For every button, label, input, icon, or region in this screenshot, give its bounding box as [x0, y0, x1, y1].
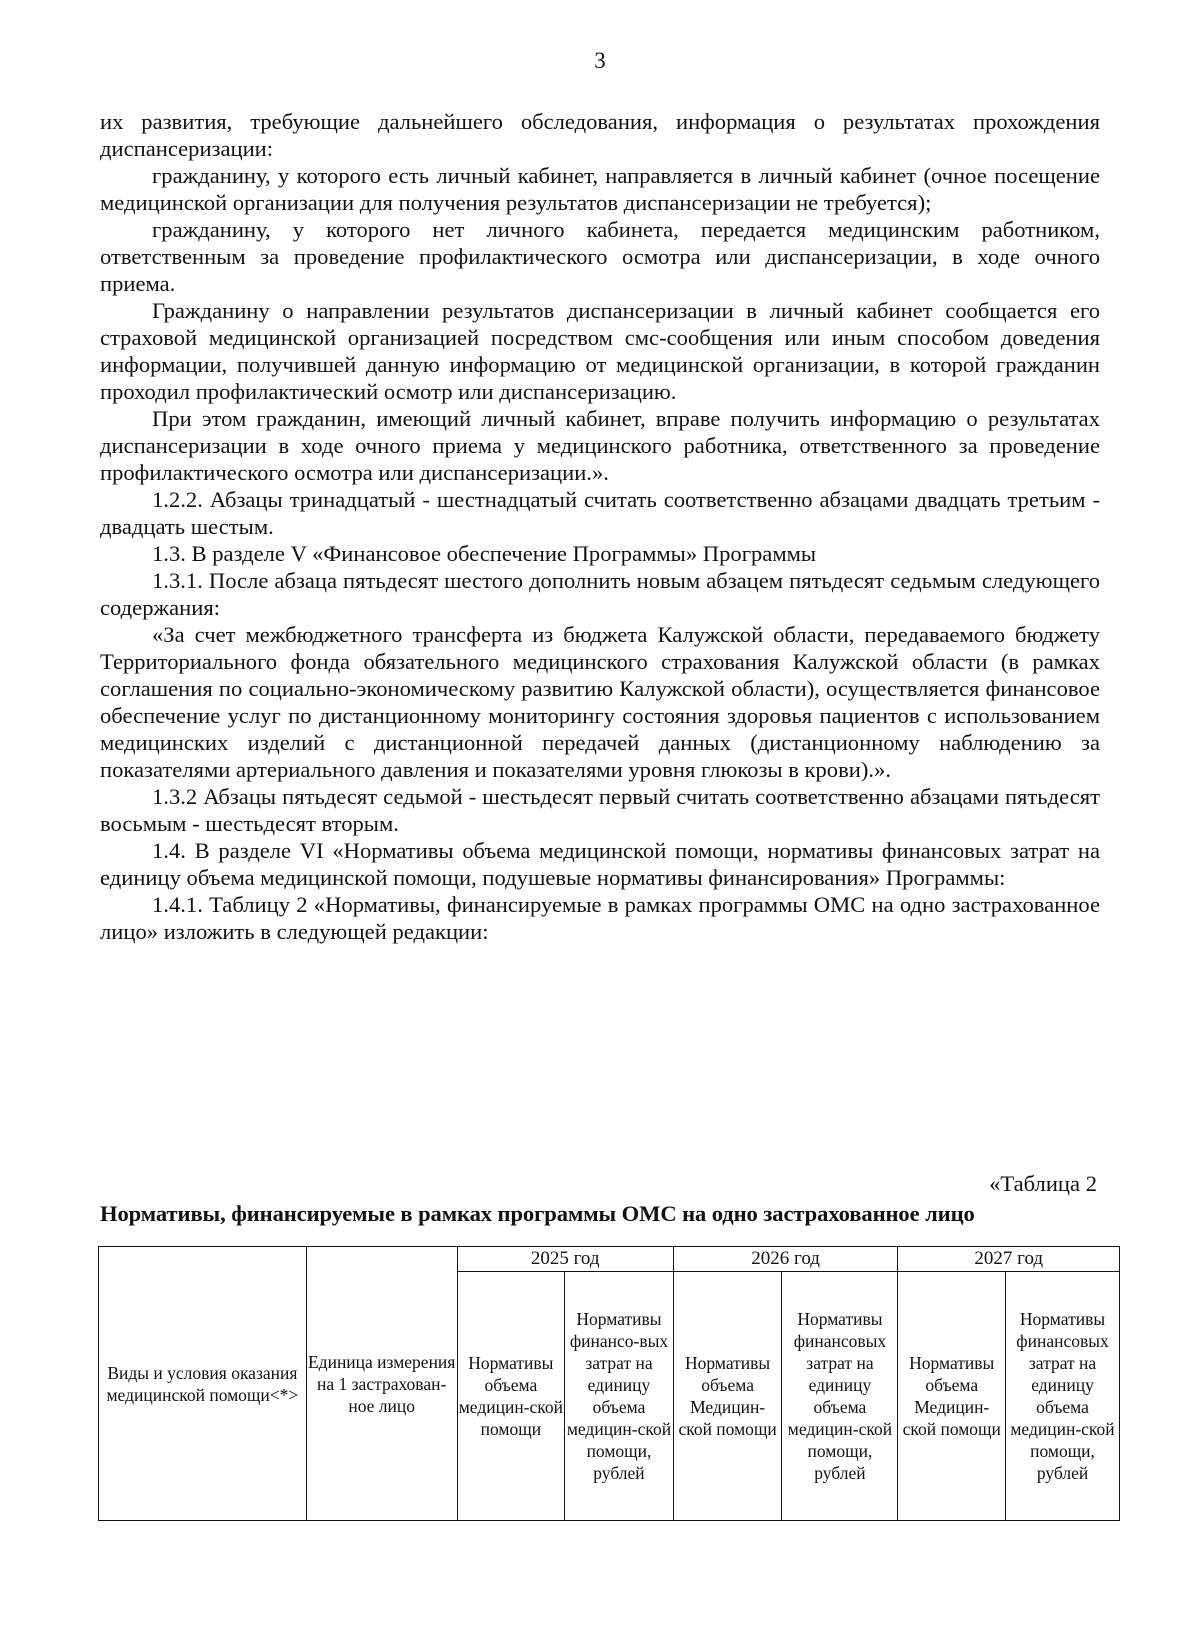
table-header-row-years: [99, 1247, 1120, 1272]
header-year-2027: 2027 год: [898, 1247, 1120, 1272]
header-2027-volume: Нормативы объема Медицин-ской помощи: [898, 1272, 1006, 1521]
paragraph: 1.3.1. После абзаца пятьдесят шестого дополнить новым абзацем пятьдесят седьмым следующего содержания:: [100, 568, 1100, 620]
norms-table: [98, 1246, 1120, 1521]
header-year-2026: 2026 год: [673, 1247, 898, 1272]
header-2025-cost: Нормативы финансо-вых затрат на единицу объема медицин-ской помощи, рублей: [565, 1272, 674, 1521]
header-year-2025: 2025 год: [457, 1247, 673, 1272]
paragraph: их развития, требующие дальнейшего обследования, информация о результатах прохождения диспансеризации:: [100, 109, 1100, 161]
header-2026-cost: Нормативы финансовых затрат на единицу объема медицин-ской помощи, рублей: [782, 1272, 898, 1521]
body-text: [100, 108, 1100, 945]
paragraph: 1.2.2. Абзацы тринадцатый - шестнадцатый считать соответственно абзацами двадцать третьим - двадцать шестым.: [100, 487, 1100, 539]
table-label: «Таблица 2: [989, 1171, 1097, 1196]
paragraph: гражданину, у которого есть личный кабинет, направляется в личный кабинет (очное посещение медицинской организации для получения результатов диспансеризации не требуется);: [100, 163, 1100, 215]
header-2026-volume: Нормативы объема Медицин-ской помощи: [673, 1272, 782, 1521]
paragraph: Гражданину о направлении результатов диспансеризации в личный кабинет сообщается его страховой медицинской организацией посредством смс-сообщения или иным способом доведения информации, получившей данную информацию от медицинской организации, в которой гражданин проходил профилактический осмотр или диспансеризацию.: [100, 298, 1100, 404]
table-title: Нормативы, финансируемые в рамках программы ОМС на одно застрахованное лицо: [100, 1201, 975, 1226]
paragraph: При этом гражданин, имеющий личный кабинет, вправе получить информацию о результатах диспансеризации в ходе очного приема у медицинского работника, ответственного за проведение профилактического осмотра или диспансеризации.».: [100, 406, 1100, 485]
paragraph: 1.4.1. Таблицу 2 «Нормативы, финансируемые в рамках программы ОМС на одно застрахованное лицо» изложить в следующей редакции:: [100, 892, 1100, 944]
header-types-of-care: Виды и условия оказания медицинской помощи<*>: [99, 1247, 307, 1521]
paragraph: гражданину, у которого нет личного кабинета, передается медицинским работником, ответственным за проведение профилактического осмотра или диспансеризации, в ходе очного приема.: [100, 217, 1100, 296]
header-unit: Единица измерения на 1 застрахован-ное лицо: [306, 1247, 457, 1521]
page-number: 3: [594, 48, 606, 73]
paragraph: 1.4. В разделе VI «Нормативы объема медицинской помощи, нормативы финансовых затрат на единицу объема медицинской помощи, подушевые нормативы финансирования» Программы:: [100, 838, 1100, 890]
paragraph: 1.3.2 Абзацы пятьдесят седьмой - шестьдесят первый считать соответственно абзацами пятьдесят восьмым - шестьдесят вторым.: [100, 784, 1100, 836]
header-2027-cost: Нормативы финансовых затрат на единицу объема медицин-ской помощи, рублей: [1006, 1272, 1120, 1521]
paragraph: «За счет межбюджетного трансферта из бюджета Калужской области, передаваемого бюджету Территориального фонда обязательного медицинского страхования Калужской области (в рамках соглашения по социально-экономическому развитию Калужской области), осуществляется финансовое обеспечение услуг по дистанционному мониторингу состояния здоровья пациентов с использованием медицинских изделий с дистанционной передачей данных (дистанционному наблюдению за показателями артериального давления и показателями уровня глюкозы в крови).».: [100, 622, 1100, 782]
header-2025-volume: Нормативы объема медицин-ской помощи: [457, 1272, 565, 1521]
paragraph: 1.3. В разделе V «Финансовое обеспечение Программы» Программы: [152, 541, 817, 566]
